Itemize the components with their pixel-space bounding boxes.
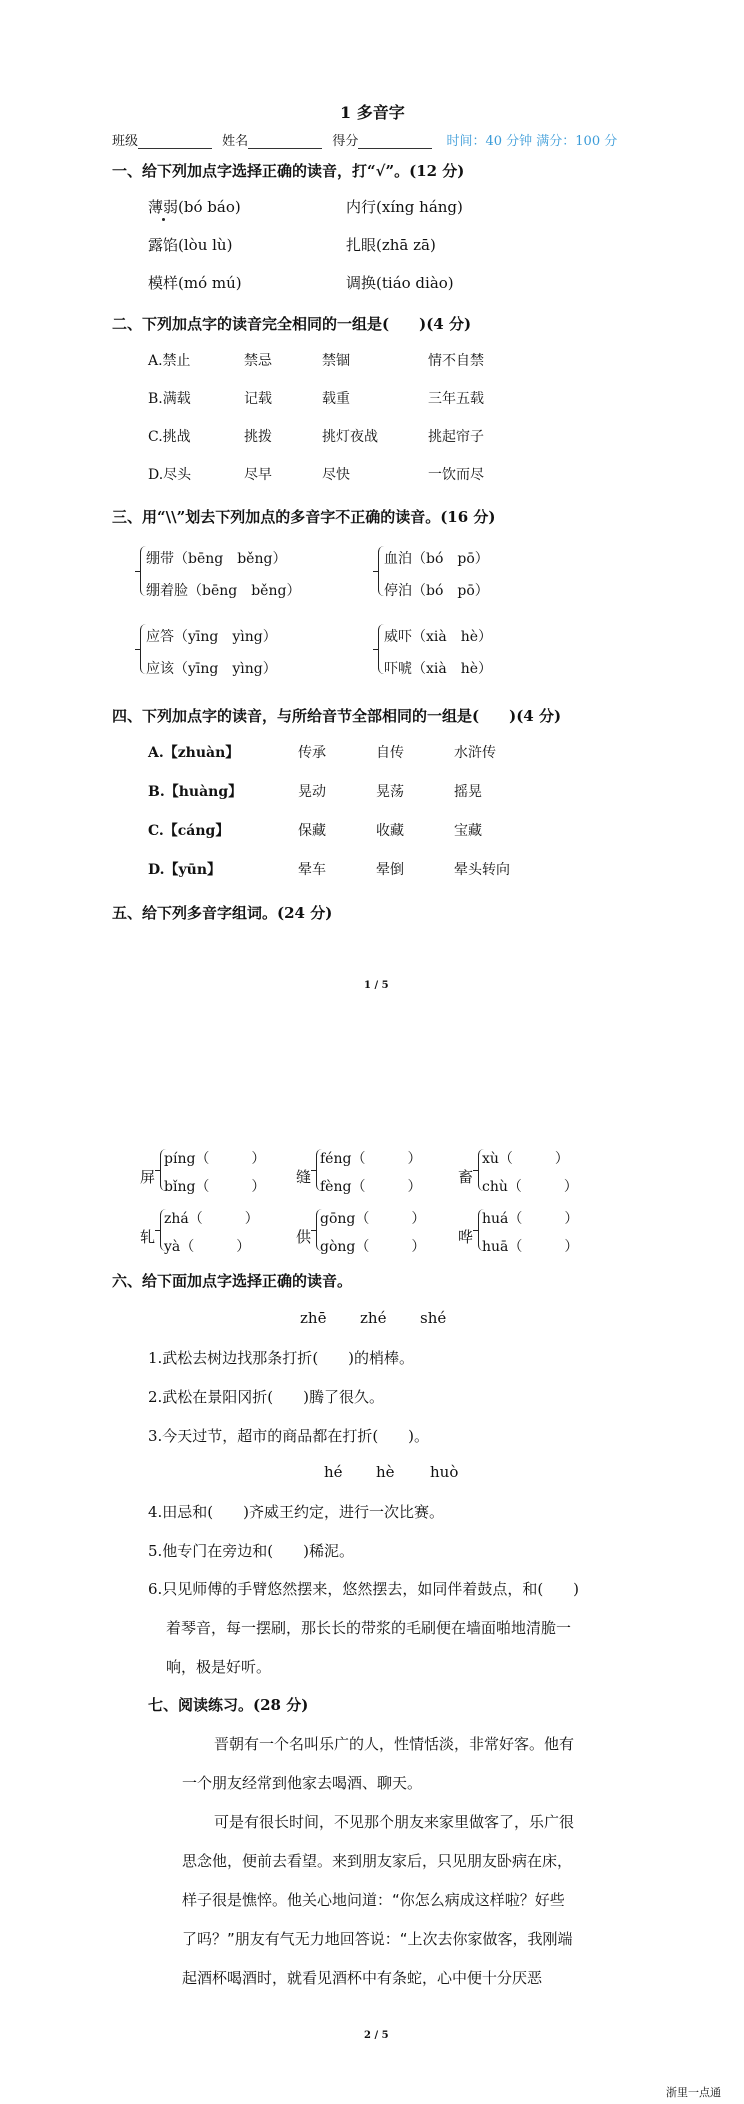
q6-sentence: 2.武松在景阳冈折( )腾了很久。 <box>148 1388 385 1406</box>
name-label: 姓名 <box>222 134 249 149</box>
q6-heading: 六、给下面加点字选择正确的读音。 <box>112 1272 353 1290</box>
q6-sentence: 响，极是好听。 <box>166 1658 272 1676</box>
q1-item: 露馅(lòu lù) <box>148 236 233 254</box>
q5-char: 屏 <box>140 1168 156 1186</box>
q4-word: 晕车 <box>298 862 326 878</box>
q4-word: 宝藏 <box>454 823 482 839</box>
q5-pinyin: huá（ ） <box>482 1211 579 1227</box>
q3-word: 威吓（xià hè） <box>384 629 493 645</box>
q1-item: 薄弱(bó báo) <box>148 198 241 216</box>
q4-word: 自传 <box>376 745 404 761</box>
q6-sentence: 5.他专门在旁边和( )稀泥。 <box>148 1542 355 1560</box>
q4-option-c: C.【cáng】 <box>148 823 230 839</box>
q3-word: 吓唬（xià hè） <box>384 661 493 677</box>
q2-word: 尽快 <box>322 467 350 483</box>
q5-char: 供 <box>296 1228 312 1246</box>
q3-word: 绷着脸（bēng běng） <box>146 583 301 599</box>
q6-sentence: 着琴音，每一摆刷，那长长的带浆的毛刷便在墙面啪地清脆一 <box>166 1619 572 1637</box>
q2-word: 一饮而尽 <box>428 467 484 483</box>
passage-line: 一个朋友经常到他家去喝酒、聊天。 <box>182 1774 423 1792</box>
passage-line: 可是有很长时间，不见那个朋友来家里做客了，乐广很 <box>214 1813 575 1831</box>
q2-word: 禁锢 <box>322 353 350 369</box>
q2-word: 情不自禁 <box>428 353 484 369</box>
q2-word: 挑灯夜战 <box>322 429 378 445</box>
q5-pinyin: bǐng（ ） <box>164 1179 266 1195</box>
q4-word: 收藏 <box>376 823 404 839</box>
q5-pinyin: xù（ ） <box>482 1151 569 1167</box>
q5-char: 畜 <box>458 1168 474 1186</box>
q2-word: 挑起帘子 <box>428 429 484 445</box>
q5-pinyin: yà（ ） <box>164 1239 251 1255</box>
q6-sentence: 3.今天过节，超市的商品都在打折( )。 <box>148 1427 430 1445</box>
q5-pinyin: féng（ ） <box>320 1151 422 1167</box>
passage-line: 起酒杯喝酒时，就看见酒杯中有条蛇，心中便十分厌恶 <box>182 1969 543 1987</box>
q3-word: 应该（yīng yìng） <box>146 661 277 677</box>
q2-word: 尽早 <box>244 467 272 483</box>
pinyin-option: huò <box>430 1463 459 1481</box>
time-info: 时间：40 分钟 满分：100 分 <box>446 134 618 149</box>
q4-word: 晕倒 <box>376 862 404 878</box>
q4-option-d: D.【yūn】 <box>148 862 222 878</box>
passage-line: 了吗？”朋友有气无力地回答说：“上次去你家做客，我刚端 <box>182 1930 573 1948</box>
q2-option-c: C.挑战 <box>148 429 191 445</box>
q5-pinyin: chù（ ） <box>482 1179 578 1195</box>
q5-pinyin: píng（ ） <box>164 1151 266 1167</box>
class-label: 班级 <box>112 134 139 149</box>
q4-option-a: A.【zhuàn】 <box>148 745 240 761</box>
page-number: 1 / 5 <box>364 980 389 991</box>
q2-heading: 二、下列加点字的读音完全相同的一组是( )(4 分) <box>112 315 472 333</box>
q5-char: 哗 <box>458 1228 474 1246</box>
watermark: 浙里一点通 <box>666 2086 721 2099</box>
q2-option-a: A.禁止 <box>148 353 191 369</box>
q2-option-b: B.满载 <box>148 391 191 407</box>
page-number: 2 / 5 <box>364 2030 389 2041</box>
q6-sentence: 1.武松去树边找那条打折( )的梢棒。 <box>148 1349 415 1367</box>
pinyin-option: hé <box>324 1463 343 1481</box>
q1-item: 调换(tiáo diào) <box>346 274 454 292</box>
q5-pinyin: gōng（ ） <box>320 1211 426 1227</box>
score-field <box>358 136 432 149</box>
q5-pinyin: fèng（ ） <box>320 1179 422 1195</box>
q1-item: 内行(xíng háng) <box>346 198 463 216</box>
q3-heading: 三、用“\\”划去下列加点的多音字不正确的读音。(16 分) <box>112 508 496 526</box>
class-field <box>138 136 212 149</box>
q3-word: 血泊（bó pō） <box>384 551 489 567</box>
passage-line: 思念他，便前去看望。来到朋友家后，只见朋友卧病在床， <box>182 1852 573 1870</box>
pinyin-option: zhē <box>300 1309 327 1327</box>
pinyin-option: zhé <box>360 1309 387 1327</box>
q4-word: 水浒传 <box>454 745 496 761</box>
q3-word: 停泊（bó pō） <box>384 583 489 599</box>
q5-heading: 五、给下列多音字组词。(24 分) <box>112 904 333 922</box>
pinyin-option: shé <box>420 1309 447 1327</box>
q4-word: 晃荡 <box>376 784 404 800</box>
q4-word: 晃动 <box>298 784 326 800</box>
q2-word: 三年五载 <box>428 391 484 407</box>
page-title: 1 多音字 <box>340 103 405 122</box>
q2-word: 载重 <box>322 391 350 407</box>
q5-char: 缝 <box>296 1168 312 1186</box>
q5-pinyin: zhá（ ） <box>164 1211 259 1227</box>
score-label: 得分 <box>332 134 359 149</box>
q1-item: 模样(mó mú) <box>148 274 242 292</box>
q4-word: 传承 <box>298 745 326 761</box>
q4-word: 晕头转向 <box>454 862 510 878</box>
q5-pinyin: gòng（ ） <box>320 1239 426 1255</box>
q7-heading: 七、阅读练习。(28 分) <box>148 1696 309 1714</box>
q2-option-d: D.尽头 <box>148 467 192 483</box>
q4-word: 摇晃 <box>454 784 482 800</box>
q2-word: 记载 <box>244 391 272 407</box>
q1-item: 扎眼(zhā zā) <box>346 236 436 254</box>
name-field <box>248 136 322 149</box>
passage-line: 晋朝有一个名叫乐广的人，性情恬淡，非常好客。他有 <box>214 1735 575 1753</box>
q4-word: 保藏 <box>298 823 326 839</box>
q2-word: 挑拨 <box>244 429 272 445</box>
q1-heading: 一、给下列加点字选择正确的读音，打“√”。(12 分) <box>112 162 465 180</box>
q6-sentence: 4.田忌和( )齐威王约定，进行一次比赛。 <box>148 1503 445 1521</box>
passage-line: 样子很是憔悴。他关心地问道：“你怎么病成这样啦？好些 <box>182 1891 565 1909</box>
q5-pinyin: huā（ ） <box>482 1239 579 1255</box>
q3-word: 绷带（bēng běng） <box>146 551 287 567</box>
pinyin-option: hè <box>376 1463 395 1481</box>
q4-heading: 四、下列加点字的读音，与所给音节全部相同的一组是( )(4 分) <box>112 707 562 725</box>
q3-word: 应答（yīng yìng） <box>146 629 277 645</box>
q4-option-b: B.【huàng】 <box>148 784 243 800</box>
q6-sentence: 6.只见师傅的手臂悠然摆来，悠然摆去，如同伴着鼓点，和( ) <box>148 1580 580 1598</box>
q2-word: 禁忌 <box>244 353 272 369</box>
q5-char: 轧 <box>140 1228 156 1246</box>
student-info-row <box>112 130 617 149</box>
